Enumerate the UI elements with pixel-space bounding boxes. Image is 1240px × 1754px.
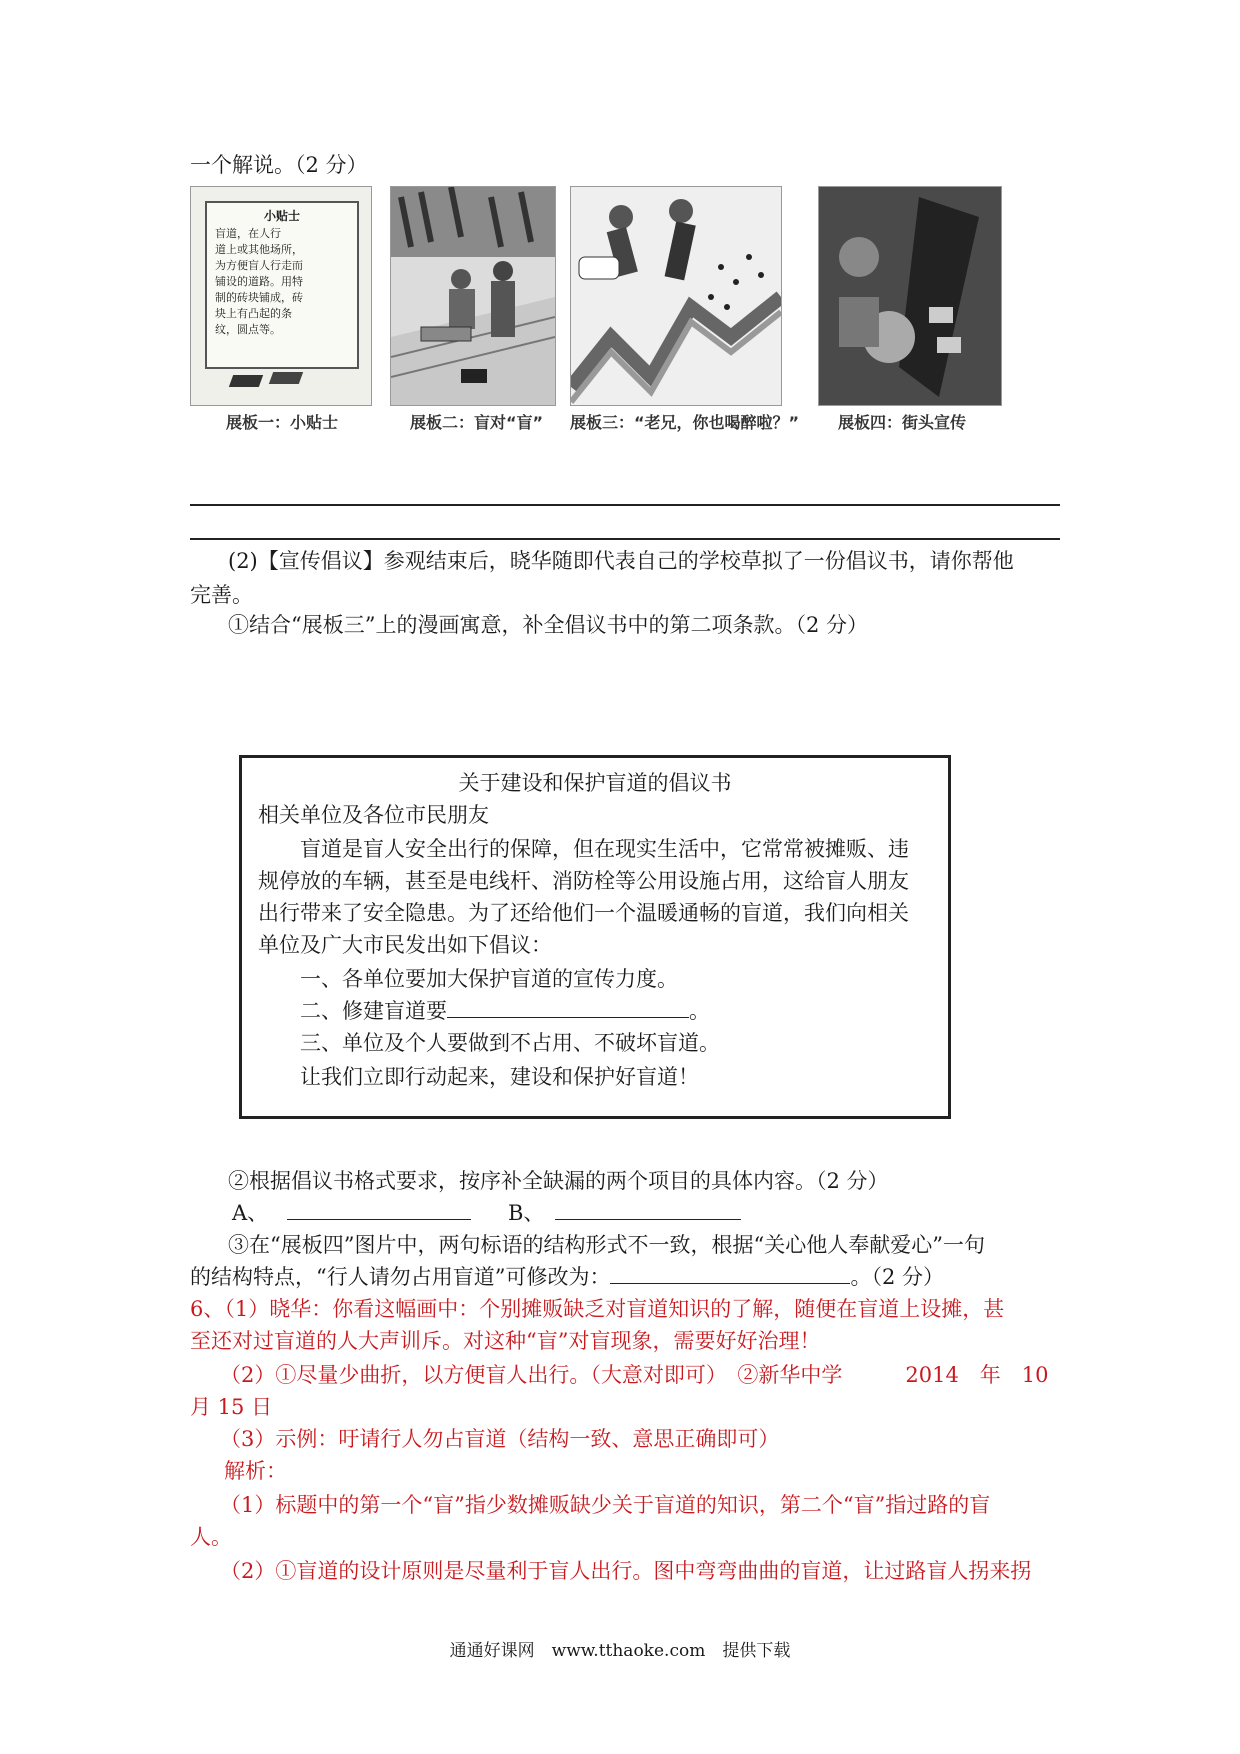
brick-illustration [269, 372, 303, 384]
tip-line: 纹，圆点等。 [215, 323, 281, 336]
cartoon-drunk-illustration [571, 187, 781, 405]
tip-line: 铺设的道路。用特 [215, 275, 303, 288]
proposal-body-line: 出行带来了安全隐患。为了还给他们一个温暖通畅的盲道，我们向相关 [258, 901, 909, 925]
proposal-body-line: 规停放的车辆，甚至是电线杆、消防栓等公用设施占用，这给盲人朋友 [258, 869, 909, 893]
panel-three-caption: 展板三：“老兄，你也喝醉啦？” [570, 413, 800, 432]
answer-line-text: 至还对过盲道的人大声训斥。对这种“盲”对盲现象，需要好好治理！ [190, 1329, 821, 1353]
blank-b-label: B、 [508, 1201, 545, 1225]
answer-line-text: 6、（1）晓华：你看这幅画中：个别摊贩缺乏对盲道知识的了解，随便在盲道上设摊，甚 [190, 1297, 1005, 1321]
question-2-intro-cont: 完善。 [190, 583, 253, 607]
page-footer: 通通好课网 www.tthaoke.com 提供下载 [449, 1641, 791, 1661]
answer-line-text: （2）①尽量少曲折，以方便盲人出行。（大意对即可） ②新华中学 2014 年 10 [220, 1363, 1049, 1387]
tip-line: 为方便盲人行走而 [215, 259, 303, 272]
brick-illustration [229, 375, 263, 387]
tip-title: 小贴士 [263, 209, 300, 223]
question-2-sub3-cont [190, 1262, 944, 1292]
question-2-sub1: ①结合“展板三”上的漫画寓意，补全倡议书中的第二项条款。（2 分） [228, 613, 869, 637]
tip-line: 制的砖块铺成，砖 [215, 291, 303, 304]
blank-b-row [508, 1198, 741, 1228]
question-2-sub3-points: 。（2 分） [850, 1265, 945, 1289]
question-2-sub3-text: 的结构特点，“行人请勿占用盲道”可修改为： [190, 1265, 611, 1289]
exhibition-panels [190, 186, 1002, 444]
question-tail: 一个解说。（2 分） [190, 153, 368, 177]
proposal-closing: 让我们立即行动起来，建设和保护好盲道！ [300, 1065, 699, 1089]
proposal-item-2 [300, 996, 710, 1026]
answer-line[interactable] [190, 504, 1060, 506]
answer-line-text: （1）标题中的第一个“盲”指少数摊贩缺少关于盲道的知识，第二个“盲”指过路的盲 [220, 1493, 991, 1517]
question-2-sub2: ②根据倡议书格式要求，按序补全缺漏的两个项目的具体内容。（2 分） [228, 1169, 889, 1193]
answer-line-text: 月 15 日 [190, 1395, 273, 1419]
blank-a-row [232, 1198, 471, 1228]
panel-one-caption: 展板一：小贴士 [226, 413, 339, 432]
tip-text [207, 224, 357, 340]
proposal-item-2-prefix: 二、修建盲道要 [300, 999, 447, 1023]
answer-line[interactable] [190, 538, 1060, 540]
tip-line: 盲道，在人行 [215, 227, 281, 240]
panel-four-image [818, 186, 1002, 406]
panel-one-image [190, 186, 372, 406]
question-2-sub3: ③在“展板四”图片中，两句标语的结构形式不一致，根据“关心他人奉献爱心”一句 [228, 1233, 985, 1257]
proposal-body-line: 单位及广大市民发出如下倡议： [258, 933, 552, 957]
proposal-greeting: 相关单位及各位市民朋友 [258, 803, 489, 827]
tip-line: 道上或其他场所， [215, 243, 303, 256]
analysis-label: 解析： [224, 1459, 287, 1483]
blank-a-label: A、 [232, 1201, 269, 1225]
answer-line-text: （2）①盲道的设计原则是尽量利于盲人出行。图中弯弯曲曲的盲道，让过路盲人拐来拐 [220, 1559, 1032, 1583]
panel-three-image [570, 186, 782, 406]
proposal-item-1: 一、各单位要加大保护盲道的宣传力度。 [300, 967, 678, 991]
answer-line-text: （3）示例：吁请行人勿占盲道（结构一致、意思正确即可） [220, 1427, 780, 1451]
proposal-item-2-blank[interactable] [447, 997, 689, 1018]
answer-line-text: 人。 [190, 1525, 232, 1549]
panel-four-caption: 展板四：街头宣传 [838, 413, 967, 432]
tip-line: 块上有凸起的条 [215, 307, 292, 320]
blank-a-field[interactable] [287, 1199, 471, 1220]
proposal-item-2-suffix: 。 [689, 999, 710, 1023]
panel-two-caption: 展板二：盲对“盲” [410, 413, 544, 432]
rewrite-blank[interactable] [610, 1263, 850, 1284]
panel-two-image [390, 186, 556, 406]
proposal-title: 关于建设和保护盲道的倡议书 [458, 771, 732, 795]
proposal-item-3: 三、单位及个人要做到不占用、不破坏盲道。 [300, 1031, 720, 1055]
street-campaign-photo [819, 187, 1001, 405]
blank-b-field[interactable] [555, 1199, 741, 1220]
cartoon-vendor-illustration [391, 187, 555, 405]
question-2-intro: (2)【宣传倡议】参观结束后，晓华随即代表自己的学校草拟了一份倡议书，请你帮他 [228, 549, 1014, 573]
proposal-body-line: 盲道是盲人安全出行的保障，但在现实生活中，它常常被摊贩、违 [300, 837, 909, 861]
proposal-letter-box [239, 755, 951, 1119]
tip-board [205, 201, 359, 369]
